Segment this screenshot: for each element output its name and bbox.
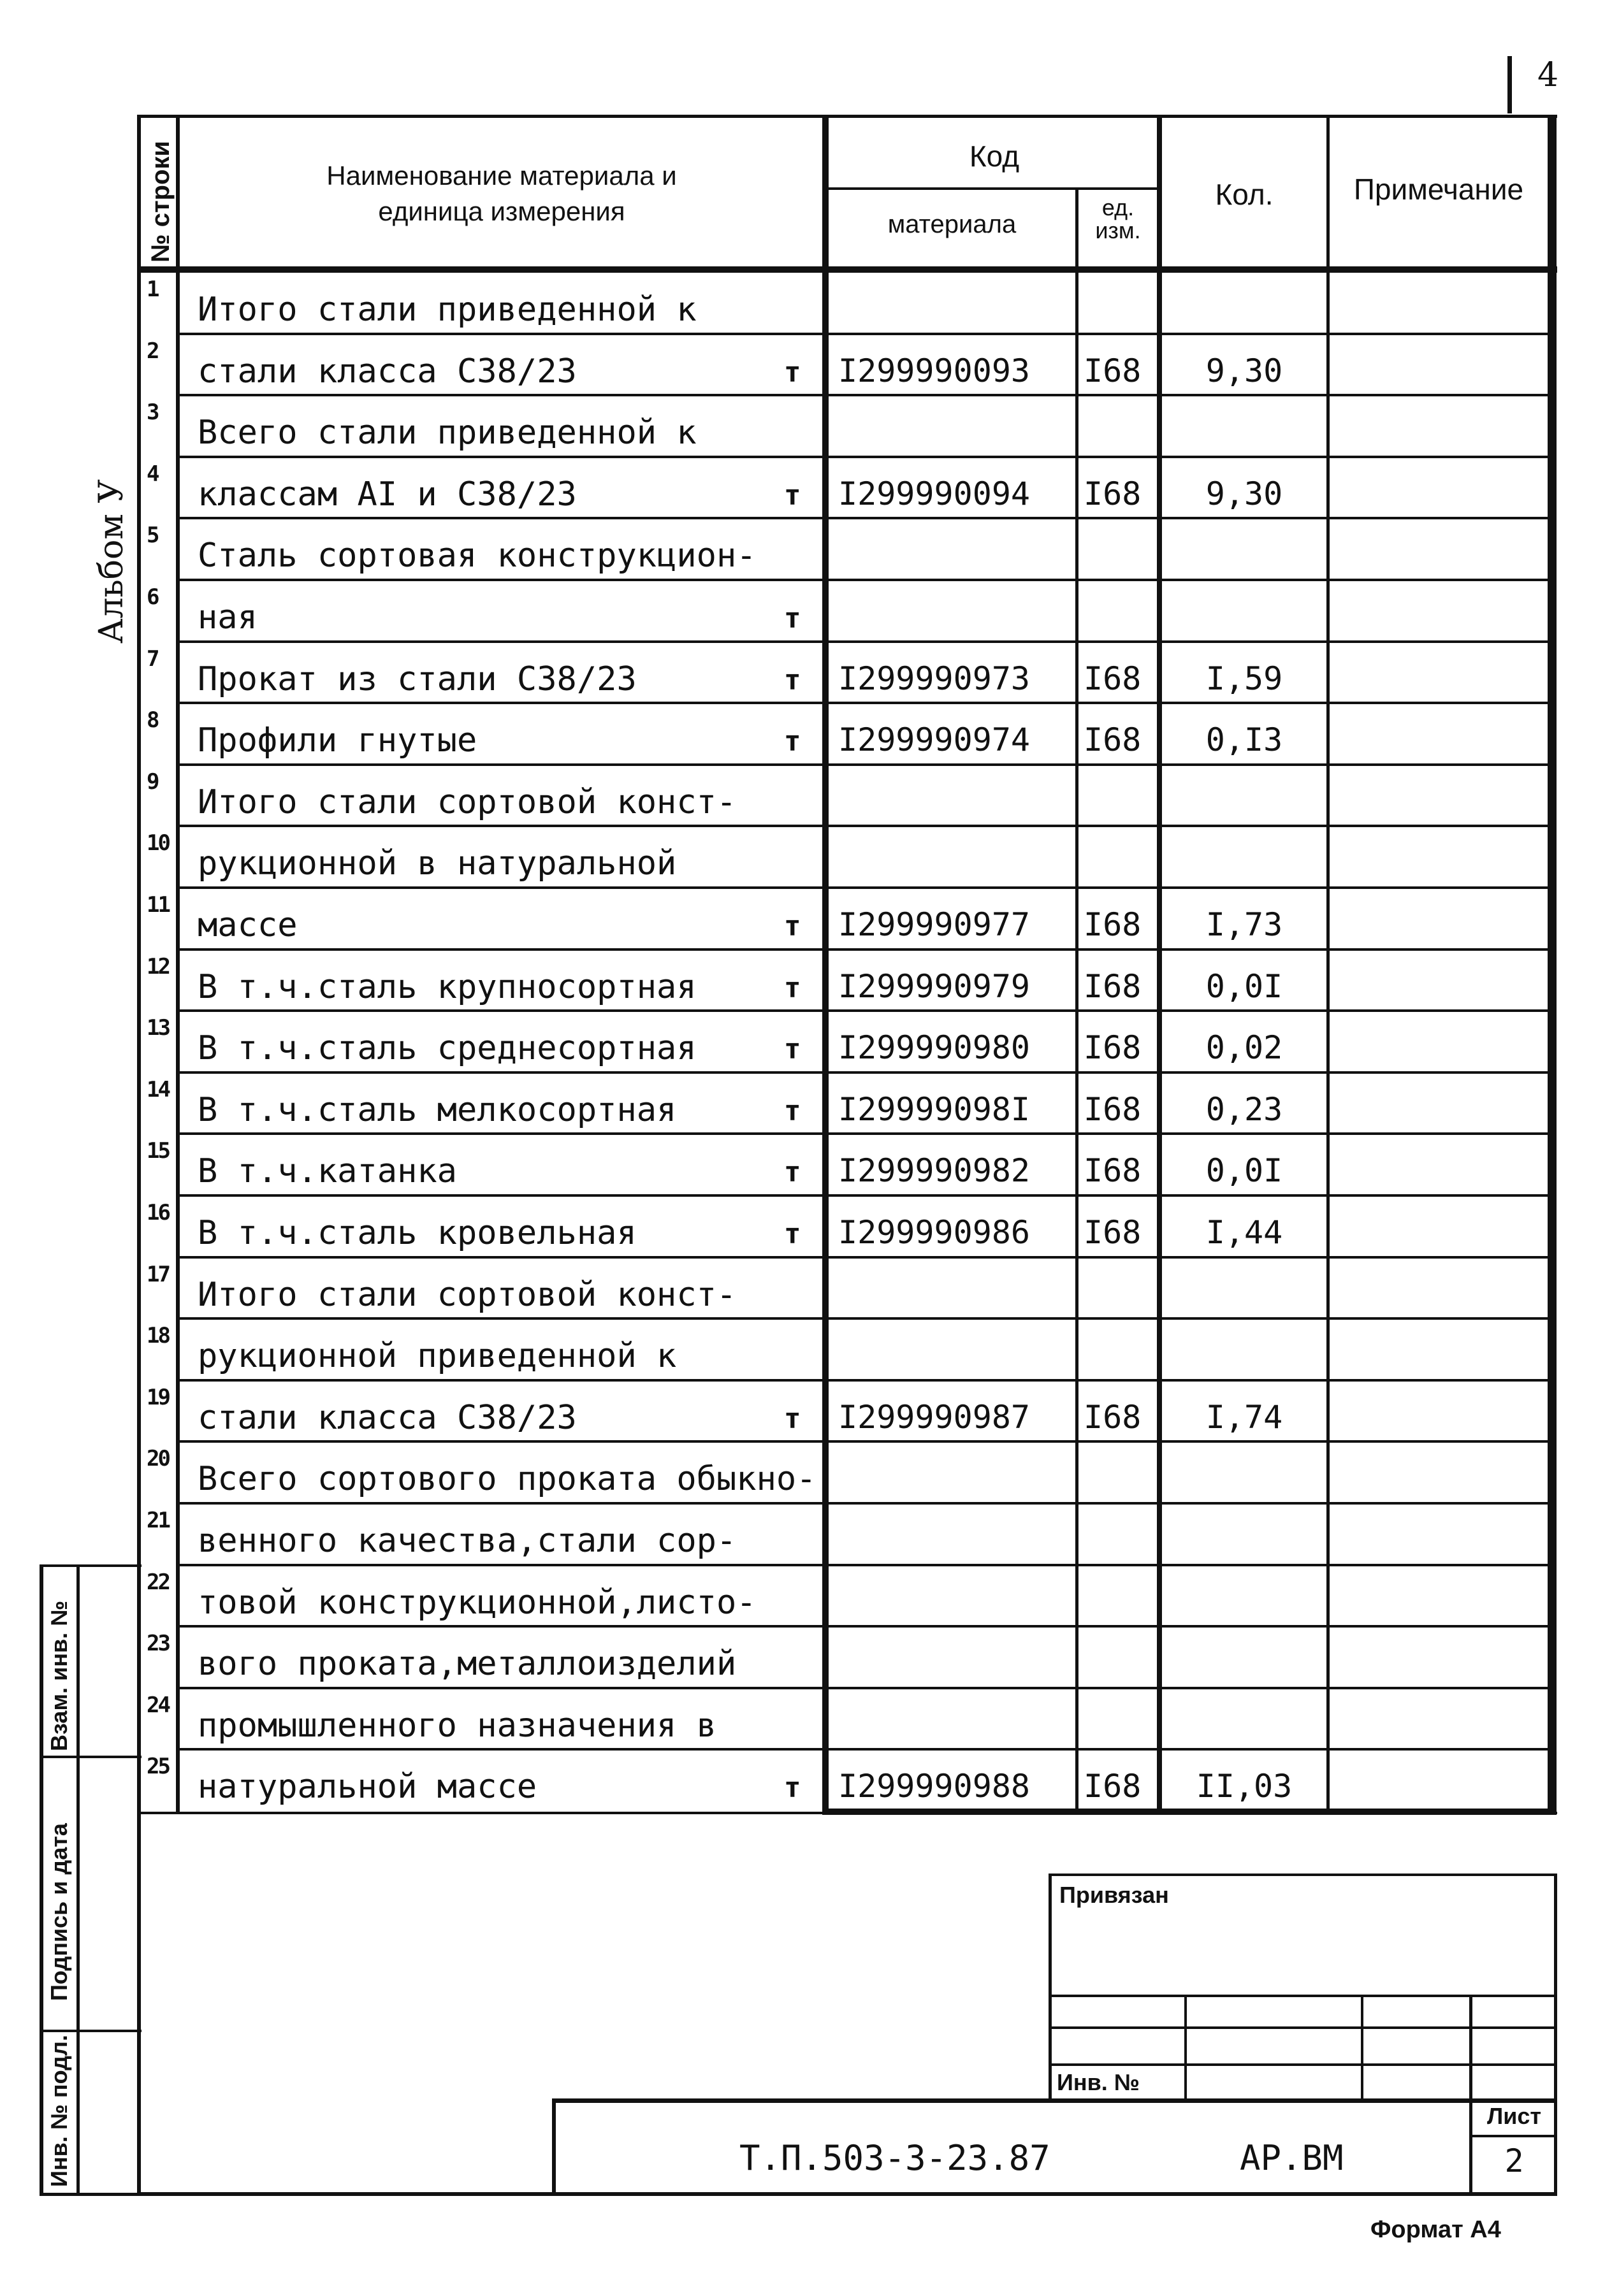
privyazan-label: Привязан: [1059, 1882, 1169, 1908]
inv-podl-label: Инв. № подл.: [46, 2035, 72, 2187]
header-name: Наименование материала и: [326, 161, 677, 191]
header-unit-2: изм.: [1095, 217, 1141, 243]
row-divider: [180, 948, 1550, 951]
row-unit-code: I68: [1084, 660, 1142, 697]
row-divider: [180, 1564, 1550, 1566]
row-unit-t: т: [784, 1402, 801, 1435]
row-divider: [180, 1748, 1550, 1751]
row-unit-t: т: [784, 602, 801, 635]
row-unit-t: т: [784, 1033, 801, 1066]
row-number: 23: [147, 1631, 169, 1657]
row-name: стали класса С38/23: [198, 1398, 577, 1437]
row-material-code: I299990988: [838, 1768, 1031, 1805]
row-number: 11: [147, 892, 169, 918]
row-name: вого проката,металлоизделий: [198, 1645, 737, 1684]
row-name: Всего стали приведенной к: [198, 414, 697, 452]
row-name: Профили гнутые: [198, 721, 477, 760]
row-number: 8: [147, 707, 158, 733]
row-number: 7: [147, 646, 158, 672]
row-number: 19: [147, 1384, 169, 1410]
row-name: венного качества,стали сор-: [198, 1522, 737, 1560]
row-number: 14: [147, 1076, 169, 1102]
sheet-label: Лист: [1486, 2103, 1542, 2129]
row-number: 12: [147, 953, 169, 979]
row-name: массе: [198, 906, 298, 944]
inv-no-label: Инв. №: [1057, 2069, 1140, 2095]
row-number: 2: [147, 338, 158, 364]
row-divider: [180, 1379, 1550, 1382]
row-material-code: I299990979: [838, 967, 1031, 1005]
row-unit-t: т: [784, 479, 801, 512]
row-name: рукционной приведенной к: [198, 1337, 677, 1376]
row-name: Всего сортового проката обыкно-: [198, 1460, 817, 1499]
row-divider: [180, 1071, 1550, 1074]
row-number: 9: [147, 769, 158, 795]
row-material-code: I299990986: [838, 1214, 1031, 1251]
header-code: Код: [969, 140, 1020, 173]
row-number: 1: [147, 277, 158, 302]
row-material-code: I299990980: [838, 1029, 1031, 1067]
row-quantity: I,74: [1205, 1398, 1283, 1436]
row-name: ная: [198, 598, 258, 637]
row-unit-code: I68: [1084, 1090, 1142, 1128]
podpis-label: Подпись и дата: [46, 1823, 72, 2001]
row-name: В т.ч.сталь кровельная: [198, 1214, 637, 1252]
row-name: В т.ч.сталь мелкосортная: [198, 1090, 677, 1129]
row-quantity: I,44: [1205, 1214, 1283, 1251]
row-divider: [180, 825, 1550, 827]
row-number: 4: [147, 461, 158, 487]
row-unit-t: т: [784, 971, 801, 1004]
row-divider: [180, 333, 1550, 335]
row-material-code: I29999098I: [838, 1090, 1031, 1128]
sheet-number: 2: [1504, 2142, 1524, 2179]
row-divider: [180, 1256, 1550, 1259]
row-name: классам АI и С38/23: [198, 475, 577, 514]
row-name: Итого стали приведенной к: [198, 291, 697, 329]
row-quantity: 0,0I: [1205, 967, 1283, 1005]
row-unit-t: т: [784, 356, 801, 389]
row-divider: [180, 1440, 1550, 1443]
row-quantity: 0,23: [1205, 1090, 1283, 1128]
row-name: промышленного назначения в: [198, 1706, 716, 1745]
row-divider: [180, 763, 1550, 766]
vzam-inv-label: Взам. инв. №: [46, 1600, 72, 1751]
row-name: рукционной в натуральной: [198, 844, 677, 883]
row-divider: [180, 1194, 1550, 1197]
row-unit-t: т: [784, 1772, 801, 1805]
row-divider: [180, 1687, 1550, 1689]
header-unit: ед.: [1101, 194, 1135, 220]
row-number: 10: [147, 830, 169, 856]
header-note: Примечание: [1353, 173, 1524, 206]
row-material-code: I299990982: [838, 1152, 1031, 1190]
row-unit-t: т: [784, 910, 801, 942]
doc-code: Т.П.503-3-23.87: [739, 2138, 1050, 2178]
row-name: Итого стали сортовой конст-: [198, 783, 737, 821]
row-divider: [180, 1625, 1550, 1628]
row-unit-code: I68: [1084, 1768, 1142, 1805]
row-material-code: I299990974: [838, 721, 1031, 759]
row-unit-code: I68: [1084, 352, 1142, 389]
row-divider: [180, 394, 1550, 396]
row-number: 17: [147, 1261, 169, 1287]
row-name: стали класса С38/23: [198, 352, 577, 391]
header-qty: Кол.: [1215, 178, 1274, 211]
row-unit-code: I68: [1084, 475, 1142, 512]
row-unit-t: т: [784, 1094, 801, 1127]
row-number: 13: [147, 1015, 169, 1041]
row-unit-code: I68: [1084, 1214, 1142, 1251]
row-number: 6: [147, 584, 158, 610]
row-number: 21: [147, 1508, 169, 1533]
row-quantity: 0,0I: [1205, 1152, 1283, 1190]
row-material-code: I299990094: [838, 475, 1031, 512]
row-unit-code: I68: [1084, 1398, 1142, 1436]
row-number: 25: [147, 1754, 169, 1780]
header-row-no: № строки: [147, 140, 175, 263]
row-name: товой конструкционной,листо-: [198, 1583, 757, 1622]
row-divider: [180, 1502, 1550, 1505]
row-divider: [180, 456, 1550, 458]
page-number: 4: [1537, 56, 1559, 94]
row-unit-code: I68: [1084, 967, 1142, 1005]
row-divider: [180, 579, 1550, 581]
header-material: материала: [887, 210, 1017, 238]
row-unit-code: I68: [1084, 1029, 1142, 1067]
row-name: Итого стали сортовой конст-: [198, 1275, 737, 1314]
row-divider: [180, 517, 1550, 519]
row-number: 5: [147, 523, 158, 549]
row-name: натуральной массе: [198, 1768, 537, 1807]
row-divider: [180, 886, 1550, 889]
header-name-2: единица измерения: [378, 196, 625, 226]
doc-type: АР.ВМ: [1240, 2138, 1344, 2178]
row-divider: [180, 702, 1550, 704]
row-quantity: II,03: [1196, 1768, 1293, 1805]
row-divider: [180, 1317, 1550, 1320]
row-quantity: 9,30: [1205, 475, 1283, 512]
row-name: В т.ч.сталь среднесортная: [198, 1029, 697, 1068]
row-material-code: I299990093: [838, 352, 1031, 389]
row-number: 18: [147, 1323, 169, 1349]
row-name: Прокат из стали С38/23: [198, 660, 637, 698]
row-number: 20: [147, 1446, 169, 1472]
row-number: 24: [147, 1692, 169, 1718]
album-label: Альбом У: [92, 479, 131, 644]
row-quantity: 0,I3: [1205, 721, 1283, 759]
row-material-code: I299990973: [838, 660, 1031, 697]
row-unit-code: I68: [1084, 721, 1142, 759]
format-label: Формат А4: [1370, 2216, 1501, 2243]
row-unit-t: т: [784, 725, 801, 758]
row-quantity: I,73: [1205, 906, 1283, 943]
row-unit-t: т: [784, 663, 801, 697]
row-quantity: I,59: [1205, 660, 1283, 697]
row-unit-t: т: [784, 1218, 801, 1250]
row-name: В т.ч.сталь крупносортная: [198, 967, 697, 1006]
page-number-bar: [1507, 56, 1512, 113]
row-divider: [180, 640, 1550, 643]
row-quantity: 9,30: [1205, 352, 1283, 389]
row-number: 3: [147, 400, 158, 426]
row-unit-code: I68: [1084, 1152, 1142, 1190]
row-number: 22: [147, 1569, 169, 1595]
row-number: 15: [147, 1138, 169, 1164]
row-material-code: I299990987: [838, 1398, 1031, 1436]
row-unit-t: т: [784, 1156, 801, 1189]
row-name: Сталь сортовая конструкцион-: [198, 537, 757, 575]
row-name: В т.ч.катанка: [198, 1152, 457, 1191]
row-quantity: 0,02: [1205, 1029, 1283, 1067]
row-divider: [180, 1009, 1550, 1012]
row-divider: [180, 1132, 1550, 1135]
row-material-code: I299990977: [838, 906, 1031, 943]
row-unit-code: I68: [1084, 906, 1142, 943]
row-number: 16: [147, 1200, 169, 1225]
